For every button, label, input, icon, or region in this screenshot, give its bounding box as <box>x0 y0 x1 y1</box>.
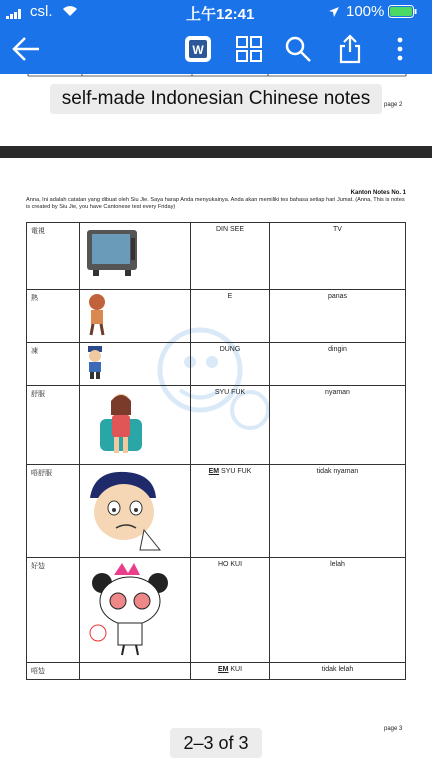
table-row <box>27 290 406 343</box>
pronunciation-cell <box>191 343 270 386</box>
pronunciation-text: KUI <box>230 666 243 673</box>
meaning-cell: dingin <box>270 343 406 386</box>
pronunciation-prefix: EM <box>217 666 229 673</box>
pronunciation-cell <box>191 223 270 290</box>
meaning-cell: tidak lelah <box>270 663 406 680</box>
status-bar <box>0 0 432 24</box>
picture-cell <box>80 663 191 680</box>
back-arrow-icon <box>11 36 41 62</box>
clock: 上午12:41 <box>186 6 255 23</box>
pronunciation-cell <box>191 558 270 663</box>
document-toolbar <box>0 24 432 74</box>
table-row <box>27 343 406 386</box>
caption-banner: self-made Indonesian Chinese notes <box>50 84 382 114</box>
table-row <box>27 558 406 663</box>
more-vertical-icon <box>396 36 404 62</box>
chinese-cell: 舒服 <box>27 386 80 465</box>
meaning-cell: tidak nyaman <box>270 465 406 558</box>
comfy-picture <box>96 389 146 459</box>
battery-label: 100% <box>346 3 385 20</box>
pronunciation-prefix: EM <box>208 468 220 475</box>
hot-picture <box>84 293 114 337</box>
sick-picture <box>84 468 164 552</box>
meaning-cell: panas <box>270 290 406 343</box>
page-divider <box>0 146 432 158</box>
pronunciation-text: SYU FUK <box>221 468 252 475</box>
picture-cell <box>80 343 191 386</box>
tv-picture <box>85 228 141 280</box>
search-icon <box>284 35 312 63</box>
page-number-2: page 2 <box>384 102 403 108</box>
back-button[interactable] <box>8 30 44 68</box>
wifi-icon <box>62 4 78 21</box>
chinese-cell: 唔攰 <box>27 663 80 680</box>
signal-icon <box>6 6 24 23</box>
pronunciation-cell <box>191 290 270 343</box>
grid-icon <box>236 36 262 62</box>
open-in-word-button[interactable] <box>180 30 216 68</box>
notes-intro: Anna, Ini adalah catatan yang dibuat oleh Siu Jie. Saya harap Anda menyukainya. Anda akan memiliki tes bahasa setiap hari Jumat. (Anna, This is notes is created by Siu Jie, you have Cantonese test every Friday) <box>26 197 405 210</box>
table-row <box>27 386 406 465</box>
notes-title: Kanton Notes No. 1 <box>350 190 406 196</box>
pronunciation-cell <box>191 465 270 558</box>
pronunciation-cell <box>191 663 270 680</box>
search-button[interactable] <box>280 30 316 68</box>
pronunciation-cell <box>191 386 270 465</box>
pronunciation-text: SYU FUK <box>214 389 246 396</box>
pronunciation-text: E <box>227 293 233 300</box>
previous-table-bottom <box>0 74 432 84</box>
word-icon <box>184 35 212 63</box>
table-row <box>27 223 406 290</box>
table-row <box>27 663 406 680</box>
page-indicator: 2–3 of 3 <box>170 728 262 758</box>
share-button[interactable] <box>332 30 368 68</box>
chinese-cell: 唔舒服 <box>27 465 80 558</box>
table-row <box>27 465 406 558</box>
cold-picture <box>84 346 106 380</box>
picture-cell <box>80 223 191 290</box>
location-icon <box>328 5 340 22</box>
svg-text:W: W <box>192 43 204 57</box>
chinese-cell: 電視 <box>27 223 80 290</box>
picture-cell <box>80 290 191 343</box>
picture-cell <box>80 465 191 558</box>
more-menu-button[interactable] <box>382 30 418 68</box>
panda-picture <box>84 561 174 657</box>
pronunciation-text: HO KUI <box>217 561 243 568</box>
carrier-label: csl. <box>30 3 53 20</box>
meaning-cell: TV <box>270 223 406 290</box>
chinese-cell: 熱 <box>27 290 80 343</box>
page-number-3: page 3 <box>384 726 403 732</box>
chinese-cell: 好攰 <box>27 558 80 663</box>
thumbnails-button[interactable] <box>231 30 267 68</box>
pronunciation-text: DIN SEE <box>215 226 244 233</box>
battery-icon <box>388 5 418 22</box>
meaning-cell: nyaman <box>270 386 406 465</box>
picture-cell <box>80 558 191 663</box>
chinese-cell: 凍 <box>27 343 80 386</box>
pronunciation-text: DUNG <box>219 346 241 353</box>
picture-cell <box>80 386 191 465</box>
meaning-cell: lelah <box>270 558 406 663</box>
share-icon <box>338 34 362 64</box>
vocabulary-table <box>26 222 406 680</box>
